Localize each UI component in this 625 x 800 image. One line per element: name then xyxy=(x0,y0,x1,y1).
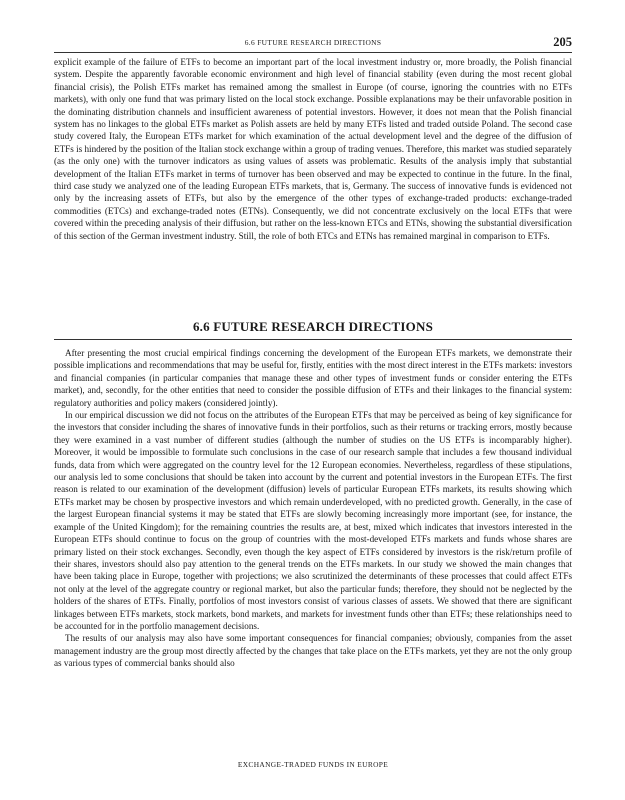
intro-paragraph: explicit example of the failure of ETFs to become an important part of the local investment industry or, more broadly, the Polish financial system. Despite the apparently favorable economic environment and high level of financial stability (even during the most recent global financial crisis), the Polish ETFs market has remained among the smallest in Europe (of course, ignoring the countries with no ETFs markets), with only one fund that was primary listed on the local stock exchange. Possible explanations may be their unfavorable position in the dominating distribution channels and insufficient awareness of potential investors. However, it does not mean that the Polish financial system has no linkages to the global ETFs market as Polish assets are held by many ETFs listed and traded outside Poland. The second case study covered Italy, the European ETFs market for which examination of the actual development level and the degree of the diffusion of ETFs is hindered by the position of the Italian stock exchange within a group of trading venues. Therefore, this market was studied separately (as the only one) with the turnover indicators as using values of assets was problematic. Results of the analysis imply that substantial development of the Italian ETFs market in terms of turnover has been observed and may be expected to continue in the future. In the final, third case study we analyzed one of the leading European ETFs markets, that is, Germany. The success of innovative funds is evidenced not only by the increasing assets of ETFs, but also by the emergence of the other types of exchange-traded products: exchange-traded commodities (ETCs) and exchange-traded notes (ETNs). Consequently, we did not concentrate exclusively on the local ETFs that were covered within the preceding analysis of their diffusion, but rather on the less-known ETCs and ETNs, showing the substantial diversification of this section of the German investment industry. Still, the role of both ETCs and ETNs has remained marginal in comparison to ETFs. xyxy=(54,57,572,241)
section-paragraph-2: In our empirical discussion we did not focus on the attributes of the European ETFs that may be perceived as being of key significance for the investors that consider including the shares of innovative funds in their portfolios, such as their returns or tracking errors, mostly because they were examined in a vast number of different studies (although the number of studies on the US ETFs is incomparably higher). Moreover, it would be impossible to formulate such conclusions in the case of our research sample that includes a few thousand individual funds, data from which were aggregated on the country level for the 12 European economies. Nevertheless, regardless of these stipulations, our analysis led to some conclusions that should be taken into account by the current and potential investors in the European ETFs. The first reason is related to our examination of the development (diffusion) levels of particular European ETFs markets, its results showing which ETFs market may be chosen by prospective investors and which remain underdeveloped, with no predicted growth. Generally, in the case of the largest European financial systems it may be stated that ETFs are slowly becoming increasingly more important (see, for instance, the example of the United Kingdom); for the remaining countries the results are, at best, mixed which indicates that investors interested in the European ETFs should continue to focus on the group of countries with the most-developed ETFs markets and funds whose shares are primary listed on their stock exchanges. Secondly, even though the key aspect of ETFs considered by investors is the risk/return profile of their shares, investors should also pay attention to the general trends on the ETFs markets. In our study we showed the main changes that have been taking place in Europe, together with projections; we also scrutinized the determinants of these processes that could affect ETFs not only at the level of the aggregate country or regional market, but also the particular funds; therefore, they should not be neglected by the holders of the shares of ETFs. Finally, portfolios of most investors consist of various classes of assets. We showed that there are significant linkages between ETFs markets, stock markets, bond markets, and markets for investment funds other than ETFs; these relationships need to be accounted for in the portfolio management decisions. xyxy=(54,410,572,631)
page-number: 205 xyxy=(553,35,572,49)
header-rule xyxy=(54,52,572,53)
section-paragraph-3: The results of our analysis may also have some important consequences for financial companies; obviously, companies from the asset management industry are the group most directly affected by the changes that take place on the ETFs markets, yet they are not the only group as various types of commercial banks should also xyxy=(54,633,572,669)
page-header xyxy=(54,36,572,50)
section-paragraph-1: After presenting the most crucial empirical findings concerning the development of the European ETFs markets, we demonstrate their possible implications and recommendations that may be useful for, firstly, entities with the most direct interest in the ETFs markets: investors and financial companies (in particular companies that manage these and other types of investment funds or consider entering the ETFs market), and, secondly, for the other entities that need to consider the possible diffusion of ETFs and their linkages to the financial system: regulatory authorities and policy makers (considered jointly). xyxy=(54,348,572,408)
section-heading: 6.6 FUTURE RESEARCH DIRECTIONS xyxy=(192,319,434,334)
running-head: 6.6 FUTURE RESEARCH DIRECTIONS xyxy=(244,38,382,47)
section-body xyxy=(54,347,572,670)
page-footer: EXCHANGE-TRADED FUNDS IN EUROPE xyxy=(237,760,389,769)
section-heading-rule xyxy=(54,339,572,340)
